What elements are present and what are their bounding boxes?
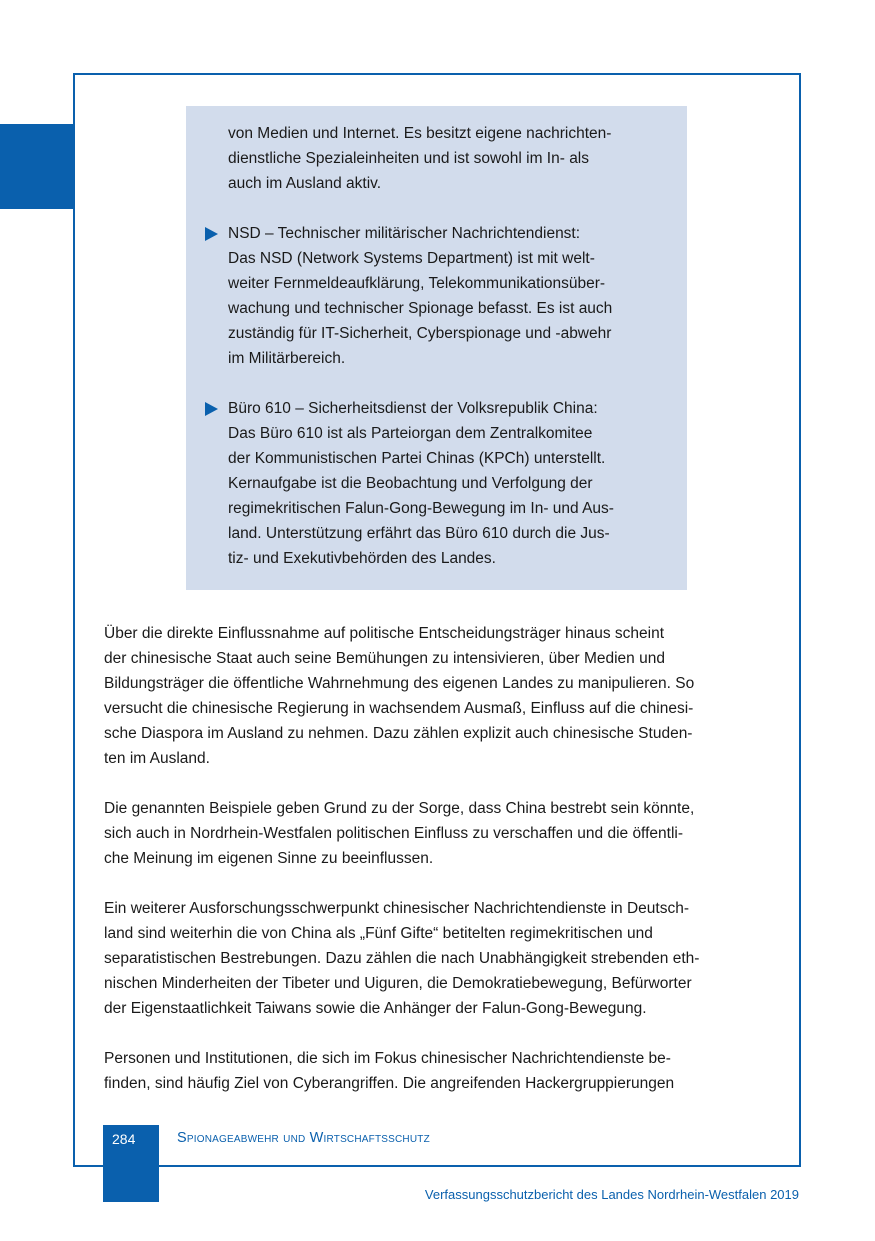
text-line: Personen und Institutionen, die sich im Fokus chinesischer Nachrichtendienste be- [104, 1050, 671, 1067]
text-line: separatistischen Bestrebungen. Dazu zählen die nach Unabhängigkeit strebenden eth- [104, 950, 700, 967]
paragraph [104, 796, 774, 871]
text-line: dienstliche Spezialeinheiten und ist sowohl im In- als [228, 150, 590, 167]
text-line: Über die direkte Einflussnahme auf politische Entscheidungsträger hinaus scheint [104, 625, 665, 642]
text-line: tiz- und Exekutivbehörden des Landes. [228, 550, 496, 567]
paragraph [104, 896, 774, 1021]
text-line: von Medien und Internet. Es besitzt eigene nachrichten- [228, 125, 612, 142]
text-line: sich auch in Nordrhein-Westfalen politischen Einfluss zu verschaffen und die öffentli- [104, 825, 683, 842]
bullet-item-buero-610 [228, 396, 668, 571]
text-line: Das NSD (Network Systems Department) ist mit welt- [228, 250, 595, 267]
text-line: land. Unterstützung erfährt das Büro 610 durch die Jus- [228, 525, 610, 542]
text-line: sche Diaspora im Ausland zu nehmen. Dazu zählen explizit auch chinesische Studen- [104, 725, 693, 742]
info-box-content [228, 121, 668, 571]
chapter-tab-marker [0, 124, 74, 209]
text-line: land sind weiterhin die von China als „Fünf Gifte“ betitelten regimekritischen und [104, 925, 653, 942]
triangle-bullet-icon [205, 402, 218, 416]
text-line: Die genannten Beispiele geben Grund zu der Sorge, dass China bestrebt sein könnte, [104, 800, 695, 817]
page-number: 284 [112, 1131, 136, 1147]
text-line: Bildungsträger die öffentliche Wahrnehmung des eigenen Landes zu manipulieren. So [104, 675, 695, 692]
text-line: zuständig für IT-Sicherheit, Cyberspionage und -abwehr [228, 325, 612, 342]
text-line: auch im Ausland aktiv. [228, 175, 382, 192]
info-box-intro [228, 121, 668, 196]
text-line: Kernaufgabe ist die Beobachtung und Verfolgung der [228, 475, 593, 492]
text-line: versucht die chinesische Regierung in wachsendem Ausmaß, Einfluss auf die chinesi- [104, 700, 694, 717]
body-text [104, 621, 774, 1096]
publication-footer: Verfassungsschutzbericht des Landes Nordrhein-Westfalen 2019 [424, 1187, 799, 1202]
text-line: Das Büro 610 ist als Parteiorgan dem Zentralkomitee [228, 425, 593, 442]
text-line: ten im Ausland. [104, 750, 210, 767]
paragraph [104, 1046, 774, 1096]
triangle-bullet-icon [205, 227, 218, 241]
text-line: der Kommunistischen Partei Chinas (KPCh) unterstellt. [228, 450, 606, 467]
section-title: Spionageabwehr und Wirtschaftsschutz [177, 1130, 430, 1146]
text-line: Büro 610 – Sicherheitsdienst der Volksrepublik China: [228, 400, 598, 417]
text-line: im Militärbereich. [228, 350, 346, 367]
text-line: wachung und technischer Spionage befasst. Es ist auch [228, 300, 613, 317]
text-line: NSD – Technischer militärischer Nachrichtendienst: [228, 225, 581, 242]
text-line: der chinesische Staat auch seine Bemühungen zu intensivieren, über Medien und [104, 650, 665, 667]
text-line: che Meinung im eigenen Sinne zu beeinflussen. [104, 850, 434, 867]
text-line: Ein weiterer Ausforschungsschwerpunkt chinesischer Nachrichtendienste in Deutsch- [104, 900, 689, 917]
text-line: weiter Fernmeldeaufklärung, Telekommunikationsüber- [228, 275, 606, 292]
text-line: der Eigenstaatlichkeit Taiwans sowie die Anhänger der Falun-Gong-Bewegung. [104, 1000, 647, 1017]
text-line: finden, sind häufig Ziel von Cyberangriffen. Die angreifenden Hackergruppierungen [104, 1075, 675, 1092]
paragraph [104, 621, 774, 771]
text-line: regimekritischen Falun-Gong-Bewegung im In- und Aus- [228, 500, 614, 517]
text-line: nischen Minderheiten der Tibeter und Uiguren, die Demokratiebewegung, Befürworter [104, 975, 692, 992]
bullet-item-nsd [228, 221, 668, 371]
info-box [186, 106, 687, 590]
